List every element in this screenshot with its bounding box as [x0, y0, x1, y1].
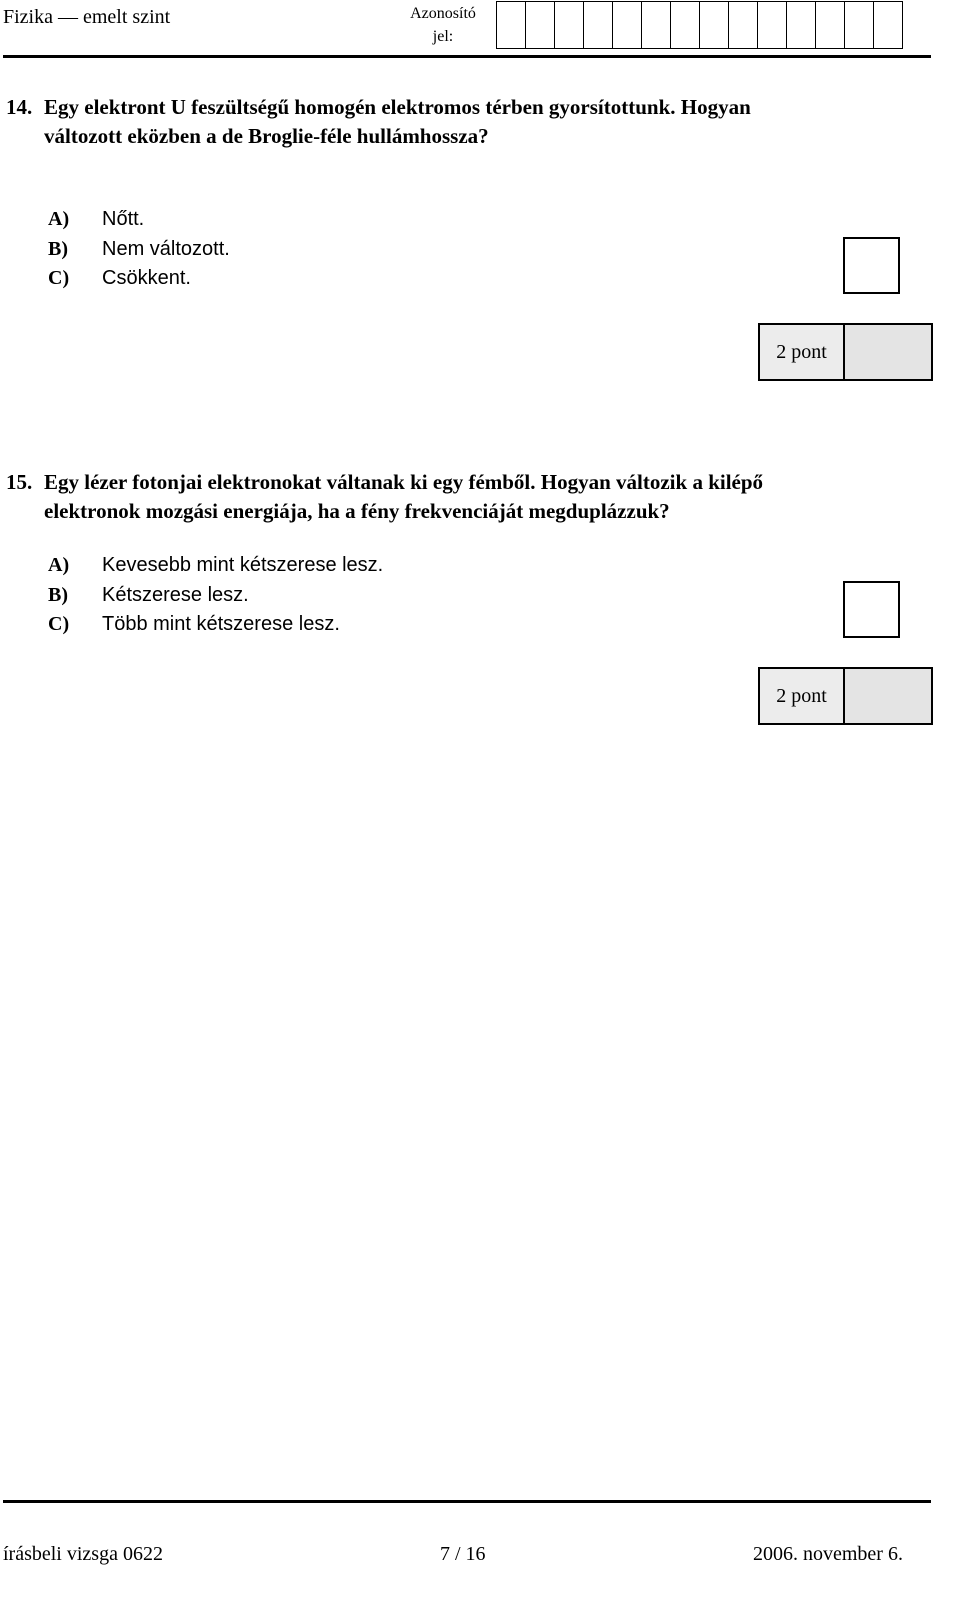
id-digit-box[interactable]	[699, 1, 729, 49]
option-text: Nem változott.	[102, 237, 230, 260]
option-text: Több mint kétszerese lesz.	[102, 613, 340, 635]
id-label-line1: Azonosító	[410, 5, 476, 22]
id-digit-box[interactable]	[873, 1, 903, 49]
id-digit-box[interactable]	[554, 1, 584, 49]
footer-page-number: 7 / 16	[440, 1543, 486, 1565]
points-score-box[interactable]	[845, 667, 933, 725]
option-row	[48, 205, 230, 235]
option-letter: C)	[48, 267, 70, 289]
header-title: Fizika — emelt szint	[3, 6, 171, 28]
id-digit-box[interactable]	[728, 1, 758, 49]
footer-date: 2006. november 6.	[753, 1543, 903, 1565]
id-label	[403, 2, 483, 48]
points-score-box[interactable]	[845, 323, 933, 381]
option-text: Nőtt.	[102, 208, 145, 230]
question-15-answer-box[interactable]	[843, 581, 900, 638]
id-digit-box[interactable]	[612, 1, 642, 49]
option-text: Csökkent.	[102, 267, 191, 289]
question-14-options	[48, 205, 230, 294]
question-14-text	[6, 93, 916, 151]
points-label: 2 pont	[758, 323, 845, 381]
option-text: Kevesebb mint kétszerese lesz.	[102, 554, 384, 576]
option-letter: C)	[48, 613, 70, 635]
question-15-number: 15.	[6, 470, 33, 494]
id-digit-box[interactable]	[525, 1, 555, 49]
option-letter: A)	[48, 554, 70, 576]
id-digit-box[interactable]	[757, 1, 787, 49]
points-label: 2 pont	[758, 667, 845, 725]
question-15-points	[758, 667, 933, 725]
option-row	[48, 551, 383, 581]
id-boxes	[497, 1, 903, 49]
option-letter: A)	[48, 208, 70, 230]
question-15-line2: elektronok mozgási energiája, ha a fény frekvenciáját megduplázzuk?	[44, 499, 670, 523]
option-row	[48, 235, 230, 265]
footer-rule	[3, 1500, 931, 1503]
option-text: Kétszerese lesz.	[102, 583, 249, 606]
option-letter: B)	[48, 237, 68, 260]
option-row	[48, 264, 230, 294]
id-digit-box[interactable]	[815, 1, 845, 49]
id-label-line2: jel:	[432, 28, 454, 45]
option-letter: B)	[48, 583, 68, 606]
question-14-line2: változott eközben a de Broglie-féle hullámhossza?	[44, 124, 489, 148]
question-14-line1: Egy elektront U feszültségű homogén elektromos térben gyorsítottunk. Hogyan	[44, 95, 751, 119]
header-rule	[3, 55, 931, 58]
option-row	[48, 610, 383, 640]
question-14-points	[758, 323, 933, 381]
footer-exam-code: írásbeli vizsga 0622	[3, 1543, 163, 1565]
question-14-answer-box[interactable]	[843, 237, 900, 294]
id-digit-box[interactable]	[786, 1, 816, 49]
option-row	[48, 581, 383, 611]
id-digit-box[interactable]	[641, 1, 671, 49]
question-15-line1: Egy lézer fotonjai elektronokat váltanak ki egy fémből. Hogyan változik a kilépő	[44, 470, 764, 494]
id-digit-box[interactable]	[844, 1, 874, 49]
id-digit-box[interactable]	[670, 1, 700, 49]
question-14-number: 14.	[6, 95, 33, 119]
id-digit-box[interactable]	[496, 1, 526, 49]
question-15-text	[6, 468, 916, 526]
id-digit-box[interactable]	[583, 1, 613, 49]
question-15-options	[48, 551, 383, 640]
